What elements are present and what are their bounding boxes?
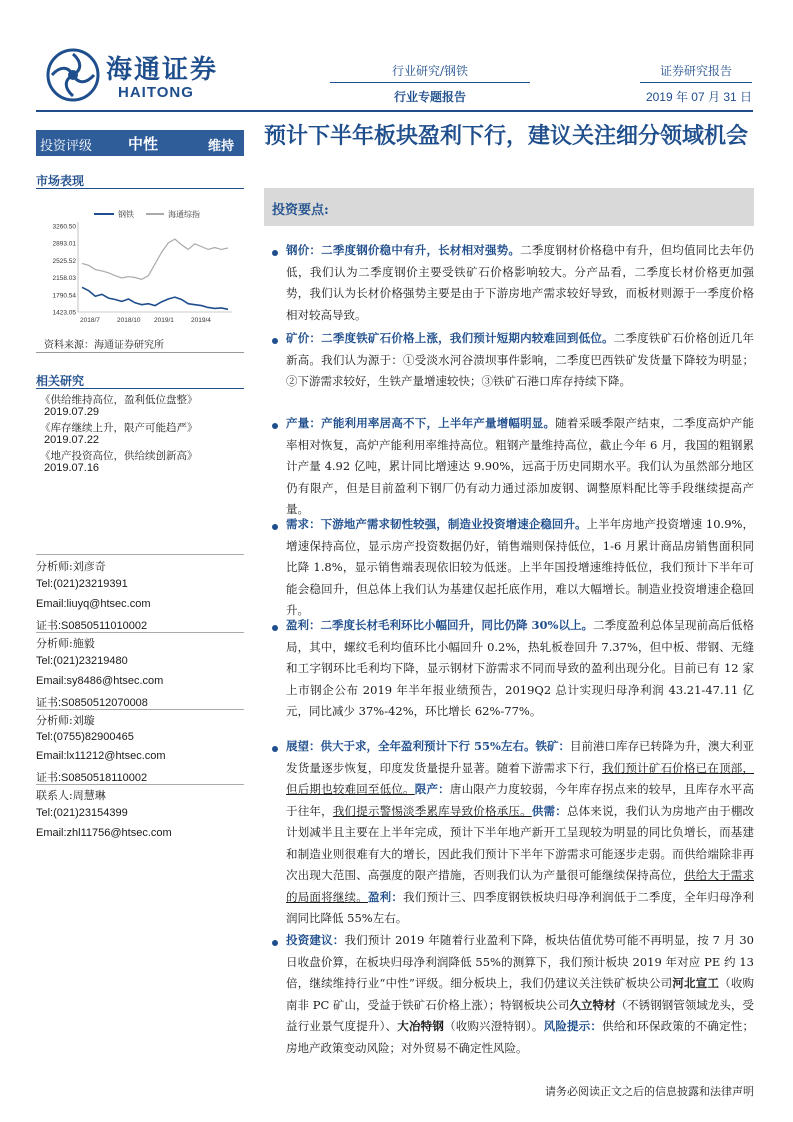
legend-label-steel: 钢铁: [118, 210, 134, 219]
analyst-cert: 证书:S0850511010002: [36, 620, 148, 632]
market-chart: [36, 200, 244, 330]
analyst-email[interactable]: Email:liuyq@htsec.com: [36, 598, 151, 610]
analyst-divider: [36, 632, 244, 633]
haitong-logo-icon: [46, 48, 100, 102]
chart-legend: [94, 209, 200, 219]
key-points-header: [264, 188, 754, 226]
paragraph-outlook: [286, 736, 754, 930]
paragraph-profit: [286, 615, 754, 723]
y-tick-label: 1423.05: [52, 309, 76, 317]
para-highlight: 我们预计矿石价格已在顶部，但后期也较难回至低位。: [286, 760, 755, 796]
para-highlight: 我们提示警惕淡季累库导致价格承压。: [332, 803, 532, 818]
bullet-icon: [272, 423, 278, 429]
bullet-icon: [272, 746, 278, 752]
y-tick-label: 2893.01: [52, 240, 76, 248]
key-points-title: 投资要点:: [272, 203, 329, 218]
logo-english-name: HAITONG: [118, 84, 194, 101]
analyst-name: 分析师:刘彦奇: [36, 560, 106, 573]
paragraph-price: [286, 240, 754, 326]
rating-label: 投资评级: [40, 139, 93, 154]
y-tick-label: 3260.50: [52, 223, 76, 231]
series-line-steel: [82, 287, 228, 309]
x-tick-label: 2018/7: [80, 317, 100, 324]
y-tick-label: 2525.52: [52, 257, 76, 265]
header-bottom-rule: [36, 110, 753, 112]
stock-name: 大冶特钢: [397, 1019, 445, 1033]
bullet-icon: [272, 338, 278, 344]
related-item-date: 2019.07.16: [44, 462, 100, 474]
paragraph-ore: [286, 328, 754, 393]
para-body: 随着采暖季限产结束，二季度高炉产能率相对恢复，高炉产能利用率维持高位。粗钢产量维持高位，截止今年 6 月，我国的粗钢累计产量 4.92 亿吨，累计同比增速达 9.90%，远高于历史同期水平。我们认为虽然部分地区仍有限产，但是目前盈利下钢厂仍有动力通过添加废钢、调整原料配比等手段继续提高产量。: [286, 416, 754, 516]
analyst-email[interactable]: Email:lx11212@htsec.com: [36, 750, 166, 762]
para-head: 投资建议：: [286, 933, 345, 947]
chart-x-axis: [80, 317, 211, 324]
para-head: 矿价：二季度铁矿石价格上涨，我们预计短期内较难回到低位。: [286, 331, 614, 345]
analyst-name: 分析师:施毅: [36, 637, 95, 650]
para-body: 二季度钢材价格稳中有升，但均值同比去年仍低，我们认为二季度钢价主要受铁矿石价格影响较大。分产品看，二季度长材价格更加强势，我们认为长材价格强势主要是由于下游房地产需求较好导致，而板材则源于一季度价格相对较高导致。: [286, 243, 755, 322]
para-text: 目前港口库存已转降为升，澳大利亚发货量逐步恢复，印度发货量提升显著。随着下游需求下行，: [286, 739, 755, 775]
analyst-divider: [36, 784, 244, 785]
related-item-date: 2019.07.29: [44, 406, 100, 418]
analyst-tel: Tel:(0755)82900465: [36, 731, 134, 743]
stock-name: 河北宣工: [672, 976, 720, 990]
bullet-icon: [272, 250, 278, 256]
para-head: 产量：产能利用率居高不下，上半年产量增幅明显。: [286, 416, 556, 430]
related-item-title[interactable]: 《库存继续上升，限产可能趋严》: [40, 422, 198, 434]
x-tick-label: 2019/1: [154, 317, 174, 324]
related-research-rule: [36, 388, 244, 389]
risk-head: 风险提示：: [543, 1019, 603, 1033]
para-head: 盈利：二季度长材毛利环比小幅回升，同比仍降 30%以上。: [286, 618, 593, 632]
source-rule: [36, 352, 244, 353]
legend-label-index: 海通综指: [168, 210, 200, 219]
para-body: 二季度铁矿石价格创近几年新高。我们认为源于：①受淡水河谷溃坝事件影响，二季度巴西铁矿发货量下降较为明显；②下游需求较好，生铁产量增速较快；③铁矿石港口库存持续下降。: [286, 331, 755, 388]
related-item-date: 2019.07.22: [44, 434, 100, 446]
para-text: 唐山限产力度较弱，今年库存拐点来的较早，且库存水平高于往年，: [286, 782, 755, 818]
x-tick-label: 2018/10: [117, 317, 141, 324]
contact-email[interactable]: Email:zhl11756@htsec.com: [36, 827, 172, 839]
report-type: 行业专题报告: [393, 90, 466, 104]
para-subhead: 供需：: [531, 803, 567, 818]
para-head: 需求：下游地产需求韧性较强，制造业投资增速企稳回升。: [286, 517, 587, 531]
chart-source: 资料来源：海通证券研究所: [44, 340, 164, 351]
analyst-divider: [36, 554, 244, 555]
para-text: 我们预计三、四季度钢铁板块归母净利润低于二季度，全年归母净利润同比降低 55%左右。: [286, 889, 755, 925]
footer-disclaimer: 请务必阅读正文之后的信息披露和法律声明: [545, 1085, 754, 1098]
report-label: 证券研究报告: [659, 64, 732, 78]
paragraph-demand: [286, 514, 754, 622]
paragraph-recommendation: [286, 930, 754, 1059]
logo-chinese-name: 海通证券: [106, 55, 219, 85]
stock-name: 久立特材: [569, 997, 616, 1012]
para-text: 供给和环保政策的不确定性；房地产政策变动风险；对外贸易不确定性风险。: [286, 1019, 755, 1055]
market-section-title: 市场表现: [36, 174, 85, 188]
rating-bar: [36, 130, 244, 156]
y-tick-label: 2158.03: [52, 275, 76, 283]
analyst-tel: Tel:(021)23219391: [36, 578, 128, 590]
contact-name: 联系人:周慧琳: [36, 789, 106, 802]
market-section-rule: [36, 188, 244, 189]
para-body: 上半年房地产投资增速 10.9%，增速保持高位，显示房产投资数据仍好，销售端则保持低位，1-6 月累计商品房销售面积同比降 1.8%，显示销售端表现依旧较为低迷。上半年国投增速维持低位，我们预计下半年可能会稳回升，但总体上我们认为基建仅起托底作用，难以大幅增长。制造业投资增速企稳回升。: [286, 517, 755, 617]
para-text: （收购南非 PC 矿山，受益于铁矿石价格上涨）；特钢板块公司: [286, 976, 755, 1012]
rating-change: 维持: [208, 139, 235, 154]
bullet-icon: [272, 625, 278, 631]
para-text: 我们预计 2019 年随着行业盈利下降，板块估值优势可能不再明显，按 7 月 30 日收盘价算，在板块归母净利润降低 55%的测算下，我们预计板块 2019 年对应 PE 约 13 倍，继续维持行业“中性”评级。细分板块上，我们仍建议关注铁矿板块公司: [286, 933, 754, 990]
analyst-cert: 证书:S0850518110002: [36, 772, 148, 784]
series-line-index: [82, 239, 228, 279]
analyst-name: 分析师:刘璇: [36, 714, 95, 727]
analyst-email[interactable]: Email:sy8486@htsec.com: [36, 675, 164, 687]
bullet-icon: [272, 524, 278, 530]
y-tick-label: 1790.54: [52, 292, 76, 300]
header-divider-right: [640, 82, 752, 83]
page-title: 预计下半年板块盈利下行，建议关注细分领域机会: [264, 123, 749, 149]
para-text: （不锈钢钢管领域龙头，受益行业景气度提升）、: [286, 997, 754, 1033]
para-body: 二季度盈利总体呈现前高后低格局，其中，螺纹毛利均值环比小幅回升 0.2%，热轧板卷回升 7.37%，但中板、带钢、无缝和工字钢环比毛利均下降，显示钢材下游需求不同而导致的盈利出现分化。目前已有 12 家上市钢企公布 2019 年半年报业绩预告，2019Q2 总计实现归母净利润 43.21-47.11 亿元，同比减少 37%-42%，环比增长 62%-77%。: [286, 618, 755, 718]
related-item-title[interactable]: 《地产投资高位，供给续创新高》: [40, 450, 198, 462]
report-date: 2019 年 07 月 31 日: [645, 90, 752, 104]
bullet-icon: [272, 940, 278, 946]
para-text: （收购兴澄特钢）。: [444, 1019, 544, 1033]
para-subhead: 限产：: [414, 782, 450, 796]
analyst-divider: [36, 709, 244, 710]
para-head: 钢价：二季度钢价稳中有升，长材相对强势。: [286, 243, 521, 257]
analyst-cert: 证书:S0850512070008: [36, 697, 148, 709]
para-text: 总体来说，我们认为房地产由于棚改计划减半且主要在上半年完成，预计下半年地产新开工呈现较为明显的同比负增长，而基建和制造业则很难有大的增长，因此我们预计下半年下游需求可能逐步走弱。而供给端除非再次出现大范围、高强度的限产措施，否则我们认为产量很可能继续保持高位，: [286, 803, 755, 882]
para-highlight: 供给大于需求的局面将继续。: [286, 868, 755, 904]
contact-tel: Tel:(021)23154399: [36, 807, 128, 819]
paragraph-output: [286, 413, 754, 521]
para-subhead: 盈利：: [367, 889, 404, 904]
rating-value: 中性: [128, 135, 159, 153]
para-head: 展望：供大于求，全年盈利预计下行 55%左右。: [286, 739, 536, 753]
report-category: 行业研究/钢铁: [391, 64, 469, 78]
chart-series: [82, 239, 228, 309]
analyst-tel: Tel:(021)23219480: [36, 655, 128, 667]
para-subhead: 铁矿：: [535, 739, 570, 753]
related-research-title: 相关研究: [36, 374, 85, 388]
chart-y-axis: [53, 222, 233, 317]
header-divider: [330, 82, 530, 83]
related-item-title[interactable]: 《供给维持高位，盈利低位盘整》: [40, 394, 198, 406]
x-tick-label: 2019/4: [191, 317, 211, 324]
